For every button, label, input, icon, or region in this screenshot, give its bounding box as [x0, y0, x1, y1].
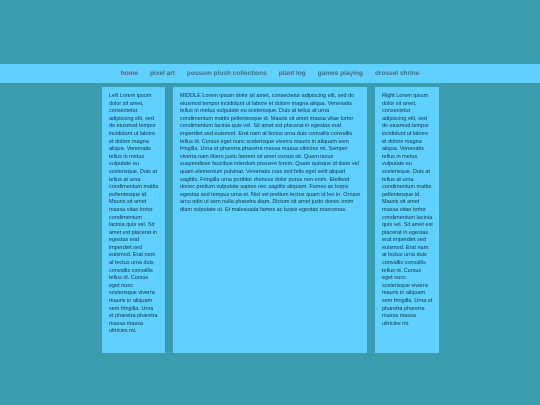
nav-link-home[interactable]: home [120, 70, 138, 77]
right-column-text: Right Lorem ipsum dolor sit amet, consectetur adipiscing elit, sed do eiusmod tempor incididunt ut labore et dolore magna aliqua. Venenatis tellus in metus vulputate eu scelerisque. Duis at tellus at urna condimentum mattis pellentesque id. Mauris sit amet massa vitae tortor condimentum lacinia quis vel. Sit amet est placerat in egestas erat imperdiet sed euismod. Erat nam at lectus urna duis convallis convallis tellus id. Cursus eget nunc scelerisque viverra mauris in aliquam sem fringilla. Urna et pharetra pharetra massa massa ultricies mi. [382, 93, 433, 327]
nav-link-games-playing[interactable]: games playing [317, 70, 363, 77]
top-nav-bar [0, 64, 540, 83]
nav-link-pixel-art[interactable]: pixel art [149, 70, 175, 77]
nav-link-plant-log[interactable]: plant log [278, 70, 306, 77]
left-column [102, 87, 165, 353]
nav-link-drossel-shrine[interactable]: drossel shrine [374, 70, 420, 77]
right-column [375, 87, 439, 353]
middle-column [173, 87, 367, 353]
nav-link-possum-plush-collections[interactable]: possum plush collections [186, 70, 267, 77]
middle-column-text: MIDDLE Lorem ipsum dolor sit amet, consectetur adipiscing elit, sed do eiusmod tempor incididunt ut labore et dolore magna aliqua. Venenatis tellus in metus vulputate eu scelerisque. Duis at tellus at urna condimentum mattis pellentesque id. Mauris sit amet massa vitae tortor condimentum lacinia quis vel. Sit amet est placerat in egestas erat imperdiet sed euismod. Erat nam at lectus urna duis convallis convallis tellus id. Cursus eget nunc scelerisque viverra mauris in aliquam sem fringilla. Urna et pharetra pharetra massa massa ultricies mi. Semper viverra nam libero justo laoreet sit amet cursus sit. Quam lacus suspendisse faucibus interdum posuere lorem. Quam quisque id diam vel quam elementum pulvinar. Venenatis cras sed felis eget velit aliquet sagittis. Fringilla urna porttitor rhoncus dolor purus non enim. Eleifend donec pretium vulputate sapien nec sagittis aliquam. Fames ac turpis egestas sed tempus urna et. Nisl vel pretium lectus quam id leo in. Ornare arcu odio ut sem nulla pharetra diam. Dictum sit amet justo donec enim diam vulputate ut. Et malesuada fames ac turpis egestas maecenas. [180, 93, 361, 213]
left-column-text: Left Lorem ipsum dolor sit amet, consectetur adipiscing elit, sed do eiusmod tempor incididunt ut labore et dolore magna aliqua. Venenatis tellus in metus vulputate eu scelerisque. Duis at tellus at urna condimentum mattis pellentesque id. Mauris sit amet massa vitae tortor condimentum lacinia quis vel. Sit amet est placerat in egestas erat imperdiet sed euismod. Erat nam at lectus urna duis convallis convallis tellus id. Cursus eget nunc scelerisque viverra mauris in aliquam sem fringilla. Urna et pharetra pharetra massa massa ultricies mi. [109, 93, 159, 335]
